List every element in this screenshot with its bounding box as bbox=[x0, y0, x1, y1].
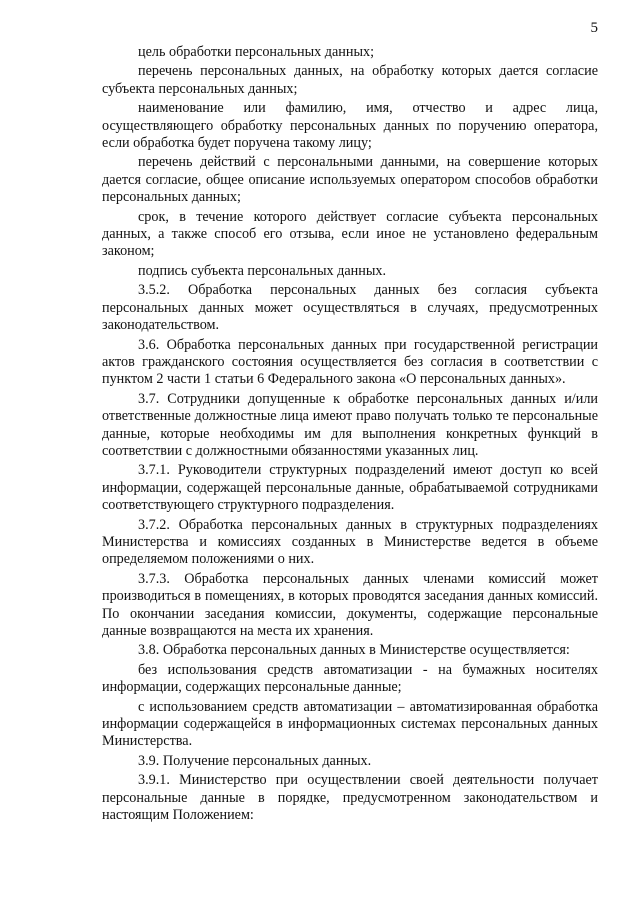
paragraph: срок, в течение которого действует согласие субъекта персональных данных, а также способ его отзыва, если иное не установлено федеральным законом; bbox=[102, 208, 598, 260]
document-body bbox=[102, 44, 598, 826]
paragraph: 3.5.2. Обработка персональных данных без согласия субъекта персональных данных может осуществляться в случаях, предусмотренных законодательством. bbox=[102, 282, 598, 334]
paragraph: без использования средств автоматизации - на бумажных носителях информации, содержащих персональные данные; bbox=[102, 661, 598, 696]
paragraph: перечень персональных данных, на обработку которых дается согласие субъекта персональных данных; bbox=[102, 63, 598, 97]
paragraph: 3.9. Получение персональных данных. bbox=[138, 752, 372, 769]
paragraph: 3.9.1. Министерство при осуществлении своей деятельности получает персональные данные в порядке, предусмотренном законодательством и настоящим Положением: bbox=[102, 772, 598, 824]
paragraph: 3.7.2. Обработка персональных данных в структурных подразделениях Министерства и комиссиях созданных в Министерстве ведется в объеме определяемом положениями о них. bbox=[102, 516, 598, 568]
paragraph: подпись субъекта персональных данных. bbox=[138, 262, 387, 279]
paragraph: наименование или фамилию, имя, отчество и адрес лица, осуществляющего обработку персональных данных по поручению оператора, если обработка будет поручена такому лицу; bbox=[102, 100, 598, 152]
paragraph: цель обработки персональных данных; bbox=[138, 44, 375, 60]
paragraph: перечень действий с персональными данными, на совершение которых дается согласие, общее описание используемых оператором способов обработки персональных данных; bbox=[102, 154, 598, 206]
page-number: 5 bbox=[590, 20, 598, 36]
paragraph: с использованием средств автоматизации – автоматизированная обработка информации содержащейся в информационных системах персональных данных Министерства. bbox=[102, 698, 598, 750]
paragraph: 3.8. Обработка персональных данных в Министерстве осуществляется: bbox=[138, 642, 570, 659]
paragraph: 3.6. Обработка персональных данных при государственной регистрации актов гражданского состояния осуществляется без согласия в соответствии с пунктом 2 части 1 статьи 6 Федерального закона «О персональных данных». bbox=[102, 336, 598, 388]
paragraph: 3.7. Сотрудники допущенные к обработке персональных данных и/или ответственные должностные лица имеют право получать только те персональные данные, которые необходимы им для выполнения конкретных функций в соответствии с должностными обязанностями указанных лиц. bbox=[102, 390, 598, 459]
paragraph: 3.7.1. Руководители структурных подразделений имеют доступ ко всей информации, содержащей персональные данные, обрабатываемой сотрудниками соответствующего структурного подразделения. bbox=[102, 462, 598, 514]
paragraph: 3.7.3. Обработка персональных данных членами комиссий может производиться в помещениях, в которых проводятся заседания данных комиссий. По окончании заседания комиссии, документы, содержащие персональные данные возвращаются на места их хранения. bbox=[102, 570, 598, 639]
